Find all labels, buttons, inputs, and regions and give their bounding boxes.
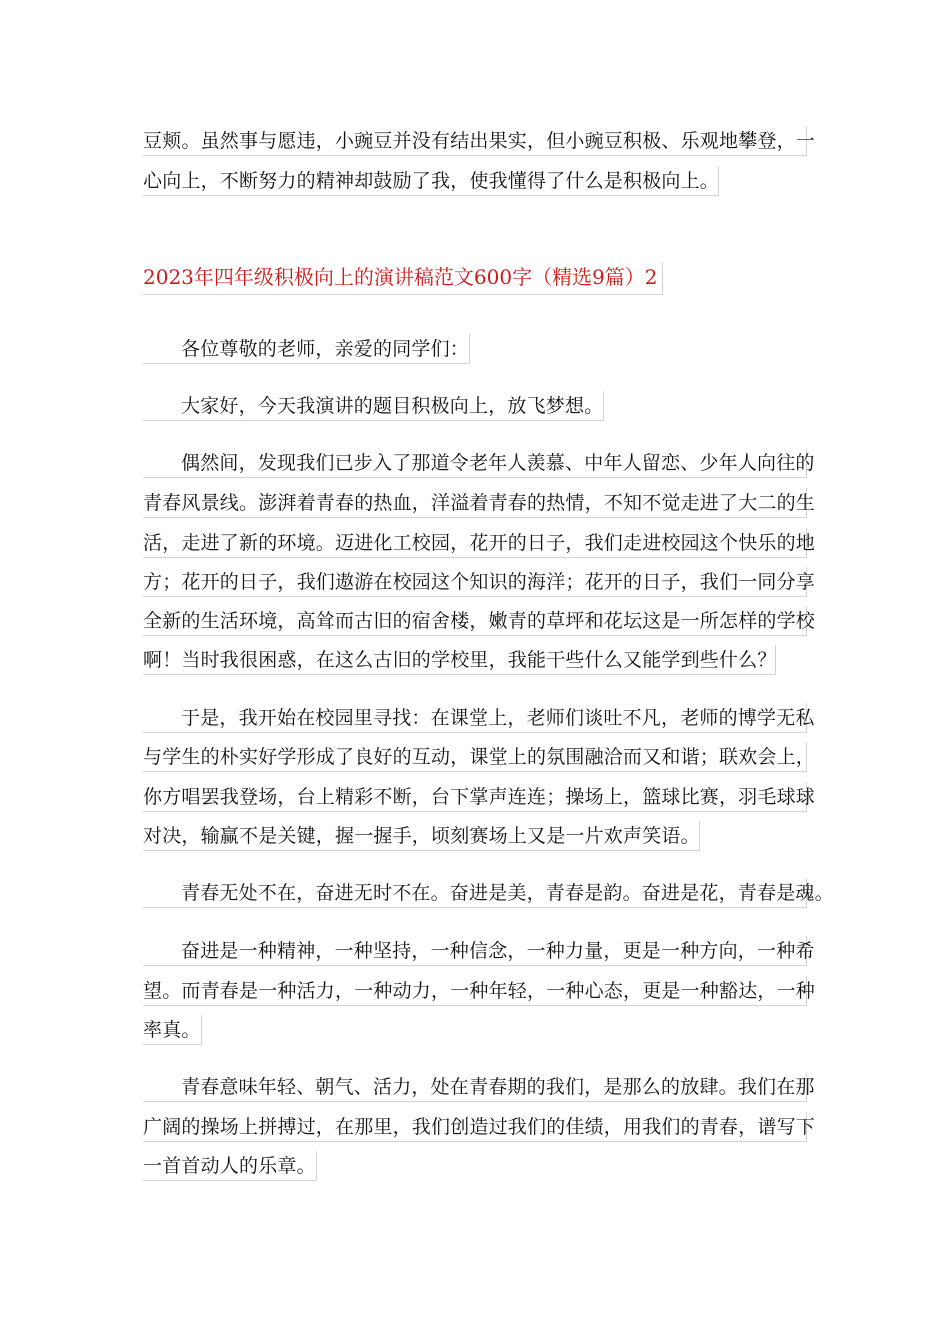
paragraph-line: 方；花开的日子，我们遨游在校园这个知识的海洋；花开的日子，我们一同分享 [143,567,807,597]
paragraph-line: 与学生的朴实好学形成了良好的互动，课堂上的氛围融洽而又和谐；联欢会上， [143,742,807,772]
paragraph-line: 啊！当时我很困惑，在这么古旧的学校里，我能干些什么又能学到些什么？ [143,645,776,675]
greeting-line: 各位尊敬的老师，亲爱的同学们： [143,334,470,364]
paragraph-line: 心向上，不断努力的精神却鼓励了我，使我懂得了什么是积极向上。 [143,166,719,196]
paragraph-line: 全新的生活环境，高耸而古旧的宿舍楼，嫩青的草坪和花坛这是一所怎样的学校 [143,606,807,636]
paragraph-line: 望。而青春是一种活力，一种动力，一种年轻，一种心态，更是一种豁达，一种 [143,976,807,1006]
opening-line: 大家好，今天我演讲的题目积极向上，放飞梦想。 [143,391,604,421]
paragraph-line: 青春无处不在，奋进无时不在。奋进是美，青春是韵。奋进是花，青春是魂。 [143,878,807,908]
paragraph-line: 你方唱罢我登场，台上精彩不断，台下掌声连连；操场上，篮球比赛，羽毛球球 [143,782,807,812]
paragraph-line: 一首首动人的乐章。 [143,1151,317,1181]
paragraph-line: 率真。 [143,1015,202,1045]
paragraph-line: 于是，我开始在校园里寻找：在课堂上，老师们谈吐不凡，老师的博学无私 [143,703,807,733]
paragraph-line: 豆颊。虽然事与愿违，小豌豆并没有结出果实，但小豌豆积极、乐观地攀登，一 [143,126,807,156]
paragraph-line: 奋进是一种精神，一种坚持，一种信念，一种力量，更是一种方向，一种希 [143,936,807,966]
paragraph-line: 青春风景线。澎湃着青春的热血，洋溢着青春的热情，不知不觉走进了大二的生 [143,488,807,518]
section-heading: 2023年四年级积极向上的演讲稿范文600字（精选9篇）2 [143,262,663,295]
paragraph-line: 偶然间，发现我们已步入了那道令老年人羡慕、中年人留恋、少年人向往的 [143,448,807,478]
paragraph-line: 活，走进了新的环境。迈进化工校园，花开的日子，我们走进校园这个快乐的地 [143,528,807,558]
paragraph-line: 青春意味年轻、朝气、活力，处在青春期的我们，是那么的放肆。我们在那 [143,1072,807,1102]
paragraph-line: 对决，输赢不是关键，握一握手，顷刻赛场上又是一片欢声笑语。 [143,821,700,851]
paragraph-line: 广阔的操场上拼搏过，在那里，我们创造过我们的佳绩，用我们的青春，谱写下 [143,1112,807,1142]
